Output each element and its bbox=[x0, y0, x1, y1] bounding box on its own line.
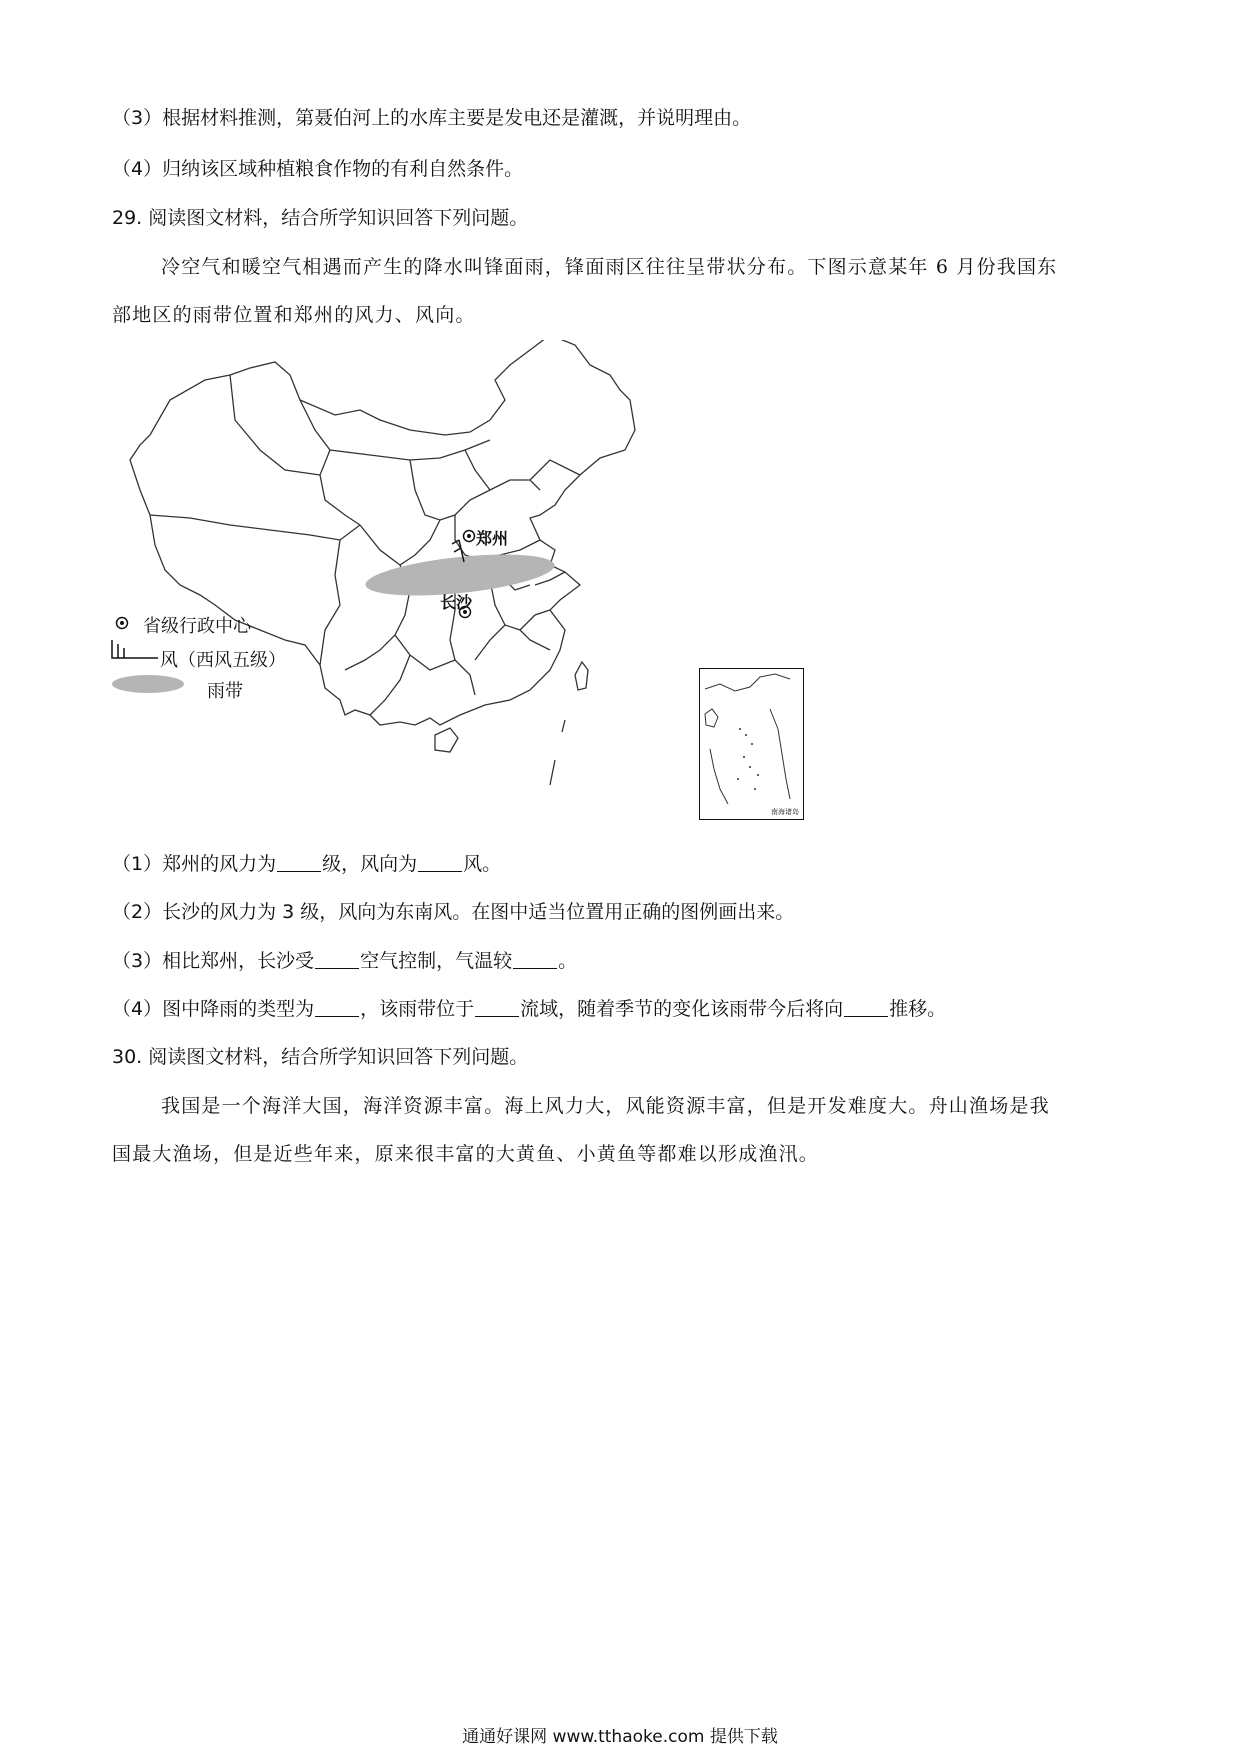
q29-sub-1 bbox=[112, 852, 501, 876]
q30-heading: 30. 阅读图文材料，结合所学知识回答下列问题。 bbox=[112, 1046, 529, 1068]
answer-blank[interactable] bbox=[315, 950, 359, 969]
answer-blank[interactable] bbox=[513, 950, 557, 969]
q29-sub4-text-d: 推移。 bbox=[889, 998, 947, 1020]
answer-blank[interactable] bbox=[277, 853, 321, 872]
inset-label: 南海诸岛 bbox=[771, 808, 799, 816]
legend-rainband-label: 雨带 bbox=[207, 681, 243, 702]
q29-sub3-text-c: 。 bbox=[558, 950, 578, 972]
q29-sub4-text-a: （4）图中降雨的类型为 bbox=[112, 998, 315, 1020]
q29-sub3-text-a: （3）相比郑州，长沙受 bbox=[112, 950, 315, 972]
legend-rainband-icon bbox=[112, 675, 184, 693]
q29-intro-line-1: 冷空气和暖空气相遇而产生的降水叫锋面雨，锋面雨区往往呈带状分布。下图示意某年 6 月份我国东 bbox=[161, 256, 1058, 278]
q29-sub-3 bbox=[112, 949, 577, 973]
q28-item-4: （4）归纳该区域种植粮食作物的有利自然条件。 bbox=[112, 158, 524, 180]
answer-blank[interactable] bbox=[315, 998, 359, 1017]
q29-sub1-text-c: 风。 bbox=[463, 853, 502, 875]
map-boundaries bbox=[130, 340, 635, 785]
answer-blank[interactable] bbox=[418, 853, 462, 872]
answer-blank[interactable] bbox=[475, 998, 519, 1017]
changsha-label: 长沙 bbox=[440, 593, 473, 612]
q30-intro-line-1: 我国是一个海洋大国，海洋资源丰富。海上风力大，风能资源丰富，但是开发难度大。舟山渔场是我 bbox=[161, 1095, 1050, 1117]
legend-capital-label: 省级行政中心 bbox=[143, 616, 251, 637]
q29-sub-4 bbox=[112, 997, 946, 1021]
zhengzhou-label: 郑州 bbox=[476, 529, 509, 548]
page-footer: 通通好课网 www.tthaoke.com 提供下载 bbox=[462, 1727, 778, 1747]
legend-wind-icon bbox=[112, 640, 158, 658]
answer-blank[interactable] bbox=[844, 998, 888, 1017]
south-china-sea-inset bbox=[699, 668, 804, 820]
q29-intro-line-2: 部地区的雨带位置和郑州的风力、风向。 bbox=[112, 304, 476, 326]
q29-sub4-text-c: 流域，随着季节的变化该雨带今后将向 bbox=[520, 998, 844, 1020]
q29-sub1-text-b: 级，风向为 bbox=[322, 853, 418, 875]
q29-sub4-text-b: ，该雨带位于 bbox=[360, 998, 475, 1020]
q29-heading: 29. 阅读图文材料，结合所学知识回答下列问题。 bbox=[112, 207, 529, 229]
q29-sub-2: （2）长沙的风力为 3 级，风向为东南风。在图中适当位置用正确的图例画出来。 bbox=[112, 901, 795, 923]
q28-item-3: （3）根据材料推测，第聂伯河上的水库主要是发电还是灌溉，并说明理由。 bbox=[112, 107, 752, 129]
q29-sub3-text-b: 空气控制，气温较 bbox=[360, 950, 513, 972]
q30-intro-line-2: 国最大渔场，但是近些年来，原来很丰富的大黄鱼、小黄鱼等都难以形成渔汛。 bbox=[112, 1143, 820, 1165]
q29-sub1-text-a: （1）郑州的风力为 bbox=[112, 853, 277, 875]
legend-wind-label: 风（西风五级） bbox=[160, 650, 286, 671]
inset-map-drawing bbox=[700, 669, 803, 819]
